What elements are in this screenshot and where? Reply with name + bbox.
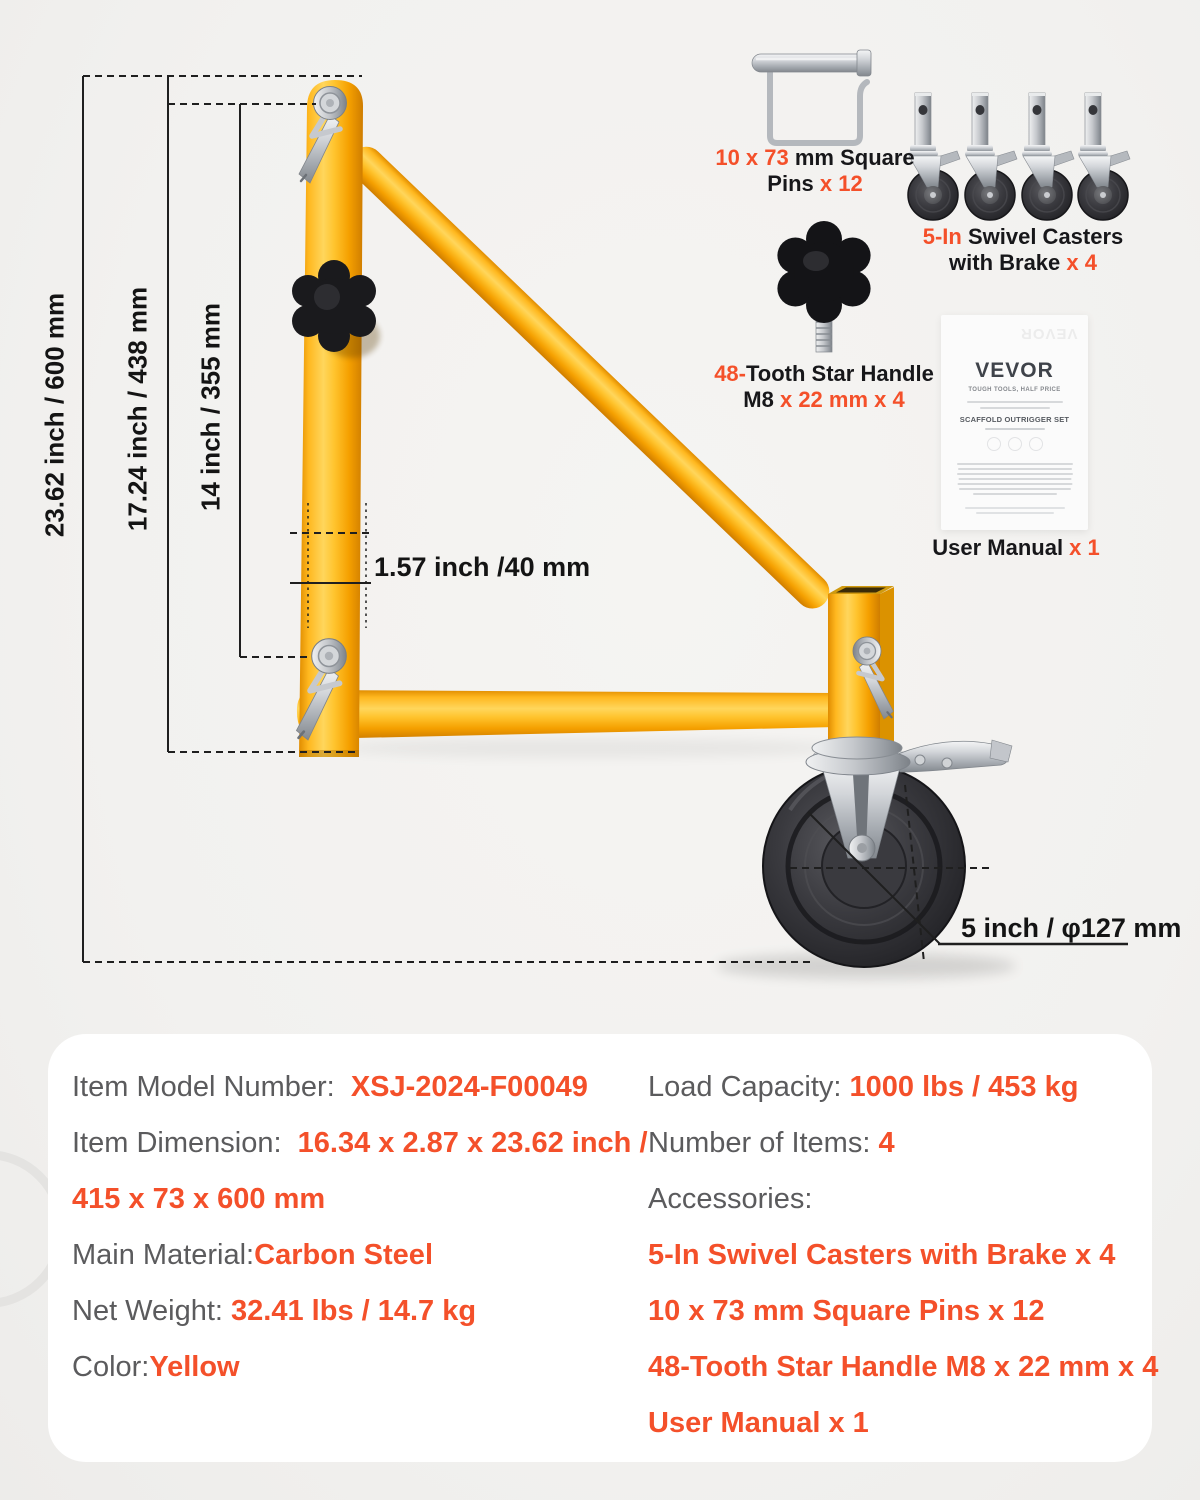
manual-text: User Manual [932, 535, 1070, 560]
manual-watermark: VEVOR [1020, 325, 1078, 342]
spec-row-acc-pins [648, 1283, 1168, 1339]
caster-icons [908, 93, 1130, 220]
spec-value: 5-In Swivel Casters with Brake x 4 [648, 1239, 1116, 1271]
user-manual-card [941, 315, 1088, 530]
spec-value: Carbon Steel [254, 1239, 433, 1271]
spec-row-capacity [648, 1059, 1168, 1115]
manual-text-bar [980, 407, 1050, 409]
manual-text-bar [976, 512, 1054, 514]
spec-row-material [72, 1227, 652, 1283]
spec-value: 16.34 x 2.87 x 23.62 inch / [297, 1127, 648, 1159]
star-teeth: 48- [714, 361, 746, 386]
spec-label: Number of Items: [648, 1127, 879, 1159]
pins-label-line1 [715, 145, 914, 171]
spec-value: 1000 lbs / 453 kg [849, 1071, 1079, 1103]
manual-text-bar [957, 463, 1073, 465]
pins-size: 10 x 73 [715, 145, 789, 170]
spec-row-acc-manual [648, 1395, 1168, 1451]
spec-panel [48, 1034, 1159, 1462]
spec-column-left [72, 1059, 652, 1395]
manual-tagline: TOUGH TOOLS, HALF PRICE [968, 387, 1061, 393]
dim-label-post: 17.24 inch / 438 mm [122, 286, 153, 532]
spec-value: 48-Tooth Star Handle M8 x 22 mm x 4 [648, 1351, 1159, 1383]
spec-value: 10 x 73 mm Square Pins x 12 [648, 1295, 1045, 1327]
spec-row-accessories [648, 1171, 1168, 1227]
spec-column-right [648, 1059, 1168, 1451]
star-label-line2 [714, 387, 934, 413]
spec-value: 4 [878, 1127, 895, 1159]
casters-label-line1 [923, 224, 1124, 250]
manual-brand-logo: VEVOR [975, 359, 1054, 382]
bottom-bar [297, 690, 836, 739]
star-handle-icon [777, 221, 870, 352]
spec-row-color [72, 1339, 652, 1395]
manual-label [932, 535, 1100, 561]
spec-value: XSJ-2024-F00049 [350, 1071, 588, 1103]
dim-label-tube: 1.57 inch /40 mm [374, 552, 591, 582]
star-label-line1 [714, 361, 934, 387]
casters-text2: with Brake [949, 250, 1067, 275]
manual-text-bar [958, 478, 1071, 480]
manual-text-bar [965, 507, 1065, 509]
spec-label: Accessories: [648, 1183, 813, 1215]
casters-label-line2 [923, 250, 1124, 276]
manual-text-bar [959, 488, 1071, 490]
spec-row-dimension [72, 1115, 652, 1227]
spec-row-model [72, 1059, 652, 1115]
spec-label: Item Model Number: [72, 1071, 351, 1103]
star-handle-label [714, 361, 934, 413]
spec-row-weight [72, 1283, 652, 1339]
manual-text-bar [958, 468, 1072, 470]
spec-row-acc-handle [648, 1339, 1168, 1395]
casters-qty: x 4 [1066, 250, 1097, 275]
dim-label-inner: 14 inch / 355 mm [195, 302, 226, 512]
manual-title: SCAFFOLD OUTRIGGER SET [959, 415, 1070, 424]
spec-label: Main Material: [72, 1239, 255, 1271]
casters-text1: Swivel Casters [961, 224, 1124, 249]
spec-label: Item Dimension: [72, 1127, 298, 1159]
pins-label-line2 [715, 171, 914, 197]
spec-value: 32.41 lbs / 14.7 kg [231, 1295, 477, 1327]
spec-row-acc-casters [648, 1227, 1168, 1283]
manual-qty: x 1 [1069, 535, 1100, 560]
spec-value: User Manual x 1 [648, 1407, 869, 1439]
spec-label: Color: [72, 1351, 150, 1383]
star-text1: Tooth Star Handle [745, 361, 934, 386]
casters-size: 5-In [922, 224, 962, 249]
dim-label-total: 23.62 inch / 600 mm [39, 292, 70, 538]
square-pin-icon [752, 50, 871, 143]
spec-label: Load Capacity: [648, 1071, 850, 1103]
manual-cert-icons [941, 437, 1088, 451]
casters-label [923, 224, 1124, 276]
pins-qty: x 12 [819, 171, 863, 196]
manual-text-bar [973, 493, 1057, 495]
spec-row-items [648, 1115, 1168, 1171]
spec-label: Net Weight: [72, 1295, 232, 1327]
pins-text1: mm Square [788, 145, 915, 170]
dim-label-wheel: 5 inch / φ127 mm [961, 913, 1182, 943]
manual-text-bar [967, 401, 1063, 403]
star-text2: M8 [743, 387, 780, 412]
manual-text-bar [957, 483, 1072, 485]
spec-value-line2: 415 x 73 x 600 mm [72, 1183, 326, 1215]
pins-label [715, 145, 914, 197]
pins-text2: Pins [767, 171, 820, 196]
star-qty: x 22 mm x 4 [779, 387, 905, 412]
manual-label-line [932, 535, 1100, 561]
spec-value: Yellow [149, 1351, 240, 1383]
manual-text-bar [985, 428, 1045, 430]
manual-text-bar [957, 473, 1073, 475]
